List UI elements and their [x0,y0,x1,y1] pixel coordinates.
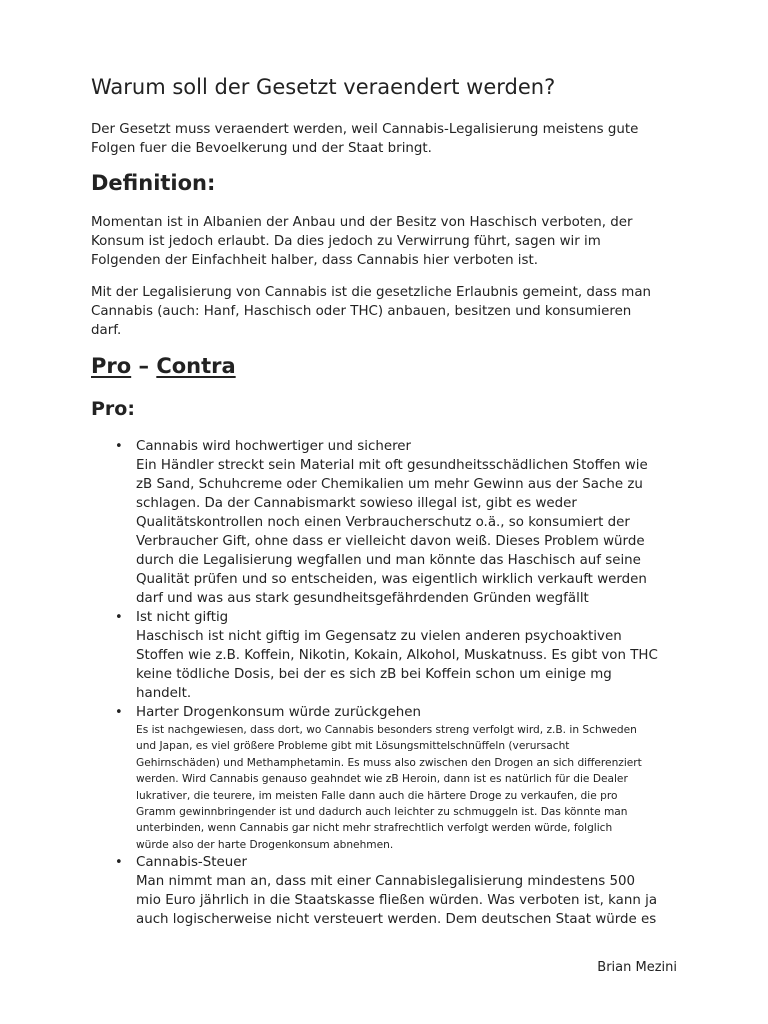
text-line: würde also der harte Drogenkonsum abnehmen. [136,838,394,851]
list-item [91,703,691,853]
text-line: schlagen. Da der Cannabismarkt sowieso illegal ist, gibt es weder [136,496,577,511]
text-line: mio Euro jährlich in die Staatskasse fließen würden. Was verboten ist, kann ja [136,893,658,909]
pro-subheading: Pro: [91,398,135,420]
text-line: Mit der Legalisierung von Cannabis ist die gesetzliche Erlaubnis gemeint, dass man [91,285,652,300]
bullet-icon: • [115,610,123,625]
argument-title: Cannabis-Steuer [136,855,247,871]
intro-paragraph [91,120,681,158]
text-line: darf. [91,323,122,338]
text-line: Folgen fuer die Bevoelkerung und der Staat bringt. [91,141,432,156]
text-line: Es ist nachgewiesen, dass dort, wo Cannabis besonders streng verfolgt wird, z.B. in Schweden [136,724,637,736]
text-line: unterbinden, wenn Cannabis gar nicht mehr strafrechtlich verfolgt werden würde, folglich [136,822,613,835]
argument-body [136,722,691,853]
bullet-icon: • [115,439,123,454]
pro-contra-heading [91,354,236,378]
argument-title: Cannabis wird hochwertiger und sicherer [136,439,412,454]
text-line: auch logischerweise nicht versteuert werden. Dem deutschen Staat würde es [136,912,657,928]
text-line: Verbraucher Gift, ohne dass er vielleicht davon weiß. Dieses Problem würde [136,534,645,549]
author-footer: Brian Mezini [597,960,677,975]
list-item [91,853,691,929]
text-line: Man nimmt man an, dass mit einer Cannabislegalisierung mindestens 500 [136,874,636,890]
text-line: Stoffen wie z.B. Koffein, Nikotin, Kokain, Alkohol, Muskatnuss. Es gibt von THC [136,648,658,663]
text-line: Folgenden der Einfachheit halber, dass Cannabis hier verboten ist. [91,253,539,268]
text-line: durch die Legalisierung wegfallen und man könnte das Haschisch auf seine [136,553,641,568]
page-title: Warum soll der Gesetzt veraendert werden? [91,75,556,99]
text-line: lukrativer, die teurere, im meisten Falle dann auch die härtere Droge zu verkaufen, die pro [136,789,618,802]
argument-body [136,456,691,608]
dash-text: – [131,354,157,378]
text-line: darf und was aus stark gesundheitsgefährdenden Gründen wegfällt [136,591,589,606]
text-line: Haschisch ist nicht giftig im Gegensatz zu vielen anderen psychoaktiven [136,629,622,644]
text-line: Qualitätskontrollen noch einen Verbraucherschutz o.ä., so konsumiert der [136,515,630,530]
text-line: Gehirnschäden) und Methamphetamin. Es muss also zwischen den Drogen an sich differenziert [136,756,642,769]
bullet-icon: • [115,855,123,871]
text-line: Qualität prüfen und so entscheiden, was eigentlich wirklich verkauft werden [136,572,647,587]
text-line: Ein Händler streckt sein Material mit oft gesundheitsschädlichen Stoffen wie [136,458,648,473]
text-line: und Japan, es viel größere Probleme gibt mit Lösungsmittelschnüffeln (verursacht [136,740,570,753]
list-item [91,608,691,703]
pro-heading-text: Pro [91,354,132,378]
text-line: Konsum ist jedoch erlaubt. Da dies jedoch zu Verwirrung führt, sagen wir im [91,234,601,249]
text-line: keine tödliche Dosis, bei der es sich zB bei Koffein schon um einige mg [136,667,612,682]
argument-body [136,872,691,929]
argument-title: Harter Drogenkonsum würde zurückgehen [136,705,421,720]
text-line: Momentan ist in Albanien der Anbau und der Besitz von Haschisch verboten, der [91,215,633,230]
list-item [91,437,691,608]
text-line: handelt. [136,686,192,701]
contra-heading-text: Contra [156,354,236,378]
text-line: Cannabis (auch: Hanf, Haschisch oder THC) anbauen, besitzen und konsumieren [91,304,632,319]
bullet-icon: • [115,705,123,720]
text-line: Der Gesetzt muss veraendert werden, weil Cannabis-Legalisierung meistens gute [91,122,639,137]
definition-paragraph-1 [91,213,681,270]
text-line: werden. Wird Cannabis genauso geahndet wie zB Heroin, dann ist es natürlich für die Dealer [136,773,628,786]
definition-heading: Definition: [91,171,216,195]
argument-body [136,627,691,703]
pro-arguments-list [91,437,691,929]
text-line: zB Sand, Schuhcreme oder Chemikalien um mehr Gewinn aus der Sache zu [136,477,643,492]
definition-paragraph-2 [91,283,681,340]
text-line: Gramm gewinnbringender ist und dadurch auch leichter zu schmuggeln ist. Das könnte man [136,806,628,819]
argument-title: Ist nicht giftig [136,610,229,625]
